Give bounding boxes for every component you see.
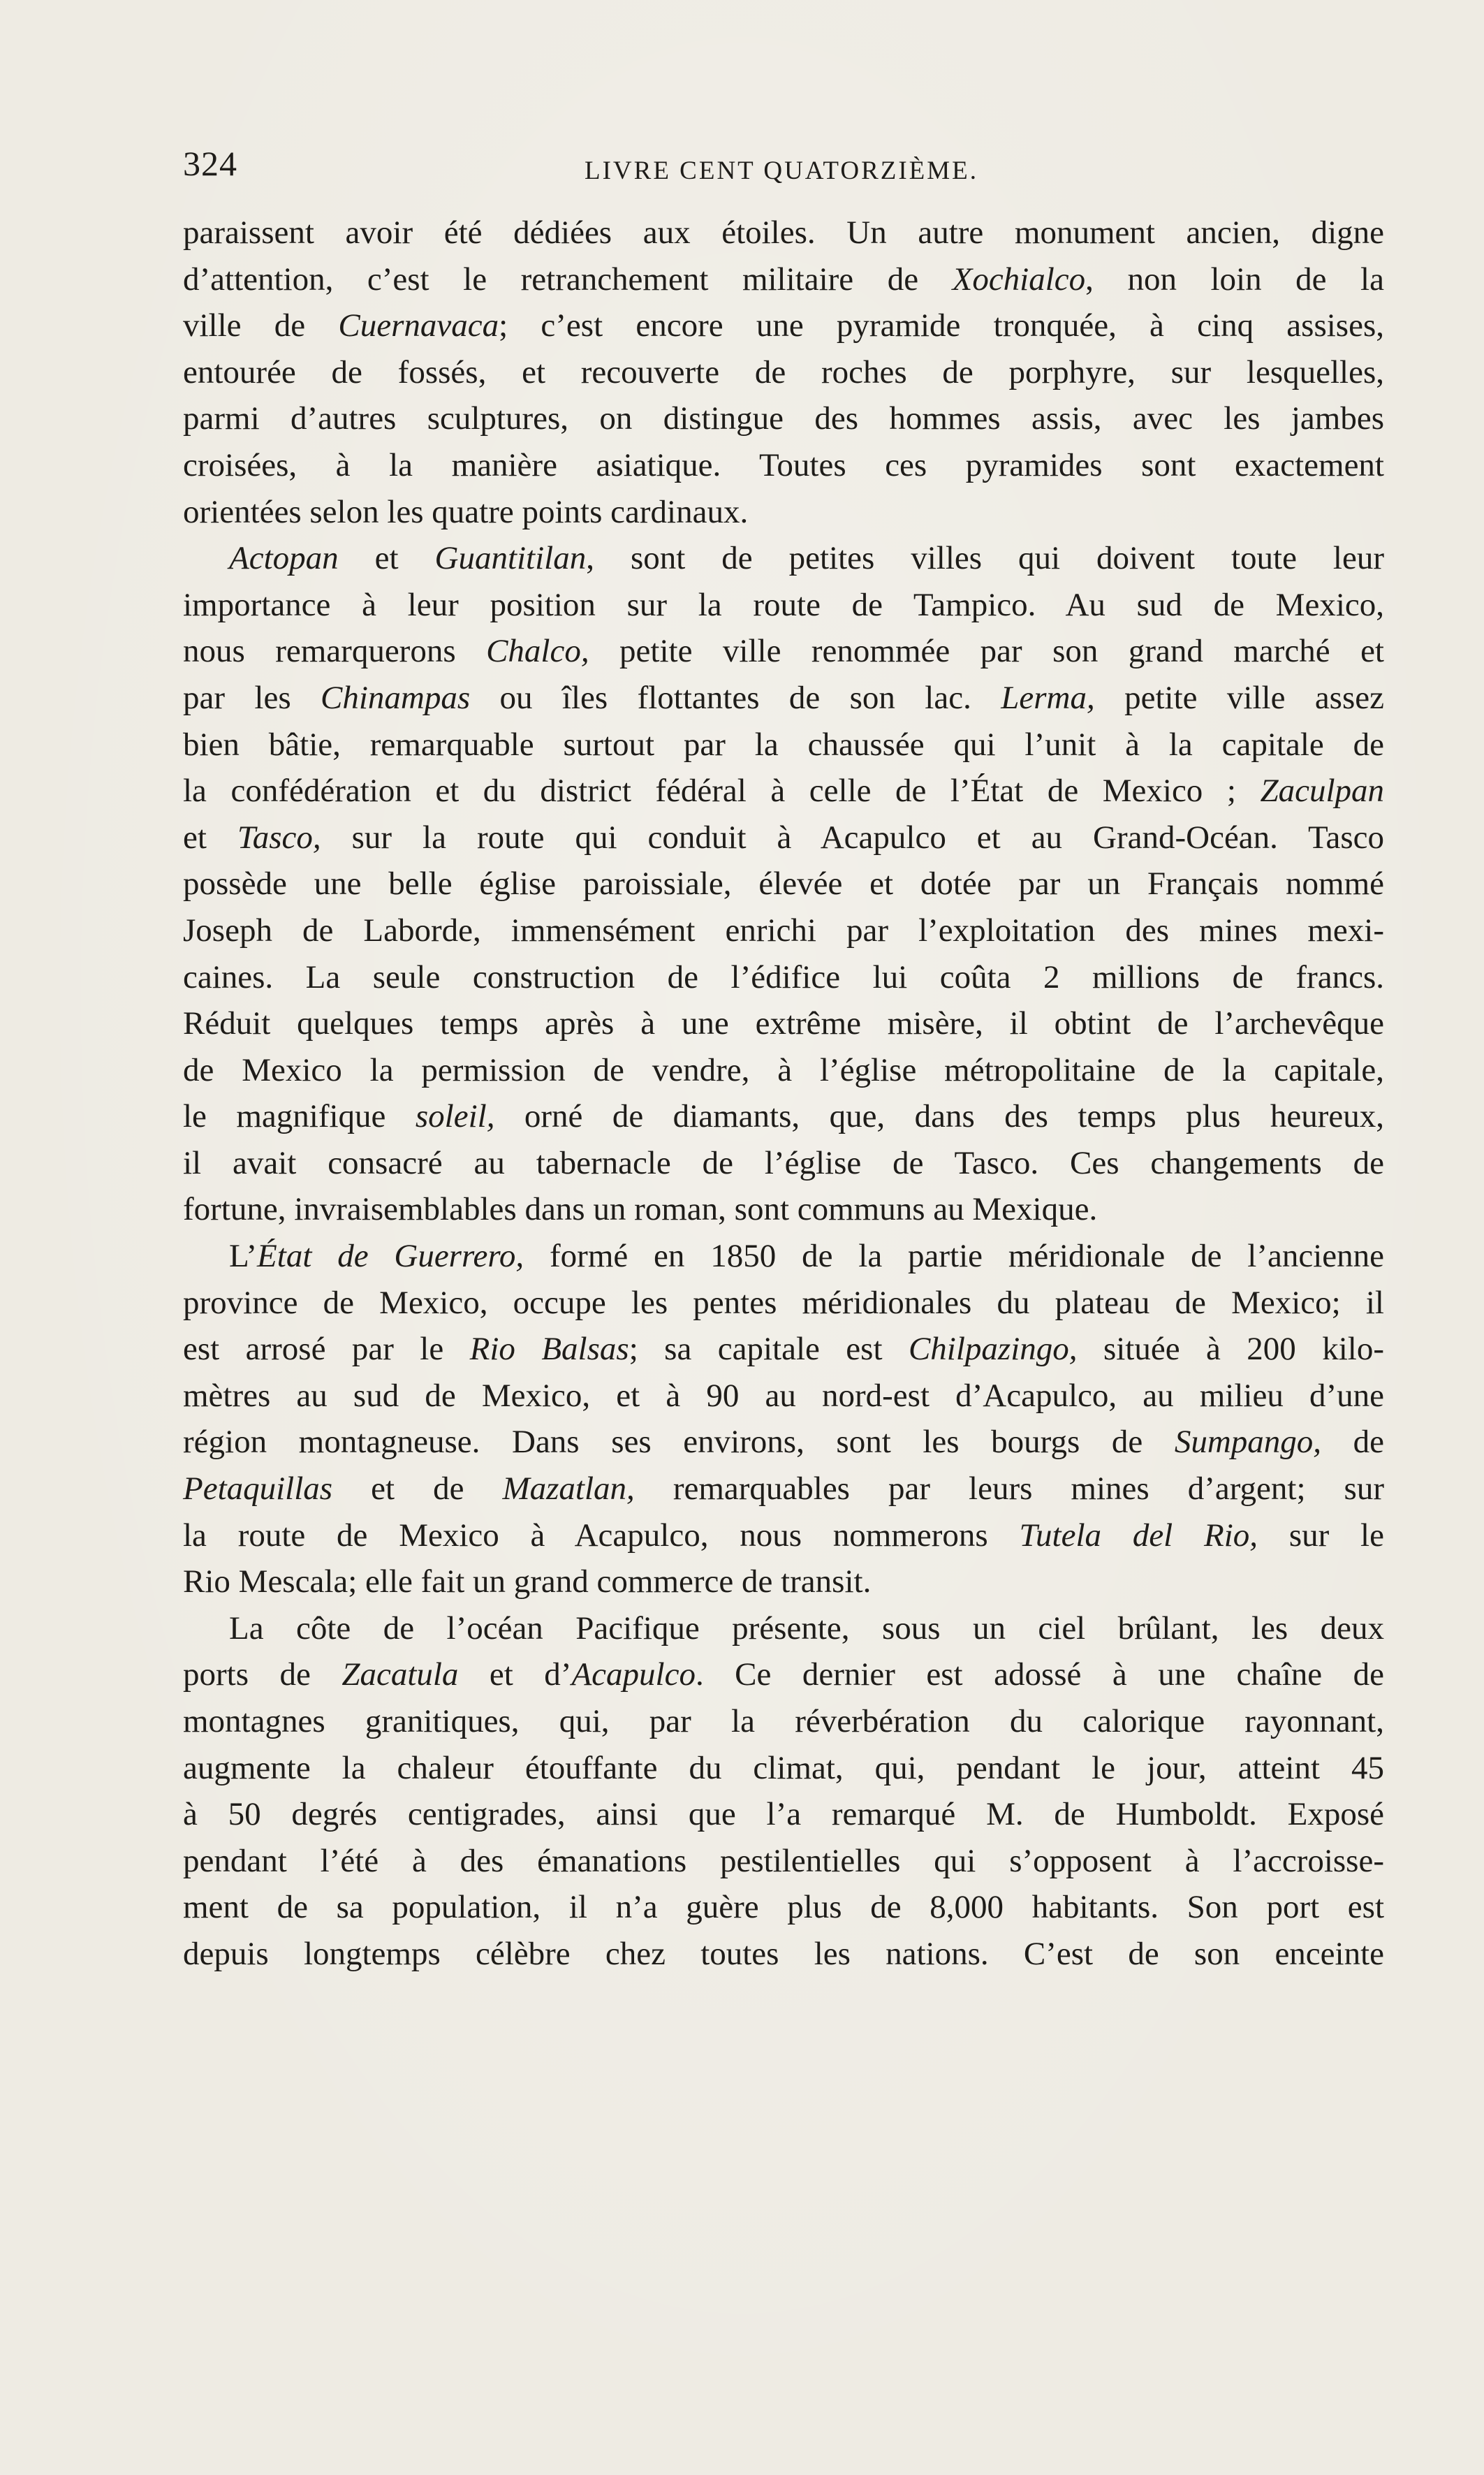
text-run: petite ville renommée par son grand marché et (589, 633, 1384, 670)
text-line (183, 210, 1384, 256)
italic-text: Rio Balsas (469, 1331, 629, 1368)
text-line (183, 535, 1384, 582)
italic-text: soleil, (415, 1098, 495, 1135)
text-run: et (183, 819, 237, 856)
text-line (183, 628, 1384, 675)
text-run: bien bâtie, remarquable surtout par la chaussée qui l’unit à la capitale de (183, 726, 1384, 763)
italic-text: Chinampas (321, 679, 471, 716)
running-title: LIVRE CENT QUATORZIÈME. (585, 156, 979, 185)
text-line (183, 302, 1384, 349)
text-run: augmente la chaleur étouffante du climat, qui, pendant le jour, atteint 45 (183, 1749, 1384, 1786)
text-line (183, 1093, 1384, 1140)
text-line (183, 1186, 1384, 1233)
text-line (183, 1512, 1384, 1559)
text-line (183, 1466, 1384, 1512)
italic-text: Acapulco (571, 1656, 696, 1693)
text-line (183, 1745, 1384, 1792)
text-run: la confédération et du district fédéral à celle de l’État de Mexico ; (183, 773, 1261, 810)
italic-text: Petaquillas (183, 1470, 333, 1507)
text-line (183, 1280, 1384, 1327)
italic-text: Tutela del Rio, (1019, 1517, 1258, 1554)
text-line (183, 1047, 1384, 1094)
italic-text: Zacatula (341, 1656, 459, 1693)
italic-text: Mazatlan, (502, 1470, 635, 1507)
italic-text: Chalco, (486, 633, 589, 670)
text-line (183, 1605, 1384, 1652)
italic-text: Sumpango, (1174, 1424, 1322, 1461)
text-run: ports de (183, 1656, 342, 1693)
text-line (183, 1884, 1384, 1931)
text-run: possède une belle église paroissiale, élevée et dotée par un Français nommé (183, 866, 1384, 903)
text-line (183, 1000, 1384, 1047)
text-line (183, 954, 1384, 1001)
italic-text: Cuernavaca (338, 307, 499, 344)
text-line (183, 815, 1384, 861)
text-run: est arrosé par le (183, 1331, 470, 1368)
text-run: à 50 degrés centigrades, ainsi que l’a remarqué M. de Humboldt. Exposé (183, 1796, 1384, 1833)
text-line (183, 722, 1384, 768)
italic-text: Chilpazingo, (908, 1331, 1078, 1368)
text-run: remarquables par leurs mines d’argent; sur (634, 1470, 1384, 1507)
text-run: orné de diamants, que, dans des temps plus heureux, (494, 1098, 1384, 1135)
text-line (183, 1698, 1384, 1745)
text-run: et d’ (458, 1656, 572, 1693)
italic-text: Actopan (229, 540, 339, 577)
italic-text: Lerma, (1001, 679, 1095, 716)
text-run: orientées selon les quatre points cardinaux. (183, 493, 749, 530)
text-run: entourée de fossés, et recouverte de roches de porphyre, sur lesquelles, (183, 353, 1384, 390)
text-line (183, 1651, 1384, 1698)
text-run: paraissent avoir été dédiées aux étoiles. Un autre monument ancien, digne (183, 214, 1384, 251)
text-run: il avait consacré au tabernacle de l’église de Tasco. Ces changements de (183, 1144, 1384, 1181)
text-run: ; sa capitale est (629, 1331, 909, 1368)
text-run: le magnifique (183, 1098, 416, 1135)
text-line (183, 442, 1384, 489)
text-run: montagnes granitiques, qui, par la réverbération du calorique rayonnant, (183, 1703, 1384, 1739)
text-line (183, 1791, 1384, 1838)
text-run: mètres au sud de Mexico, et à 90 au nord-est d’Acapulco, au milieu d’une (183, 1377, 1384, 1414)
text-line (183, 395, 1384, 442)
italic-text: Guantitilan (434, 540, 587, 577)
text-run: formé en 1850 de la partie méridionale de l’ancienne (524, 1238, 1385, 1275)
text-run: , sont de petites villes qui doivent toute leur (586, 540, 1385, 577)
text-line (183, 349, 1384, 396)
text-run: et (338, 540, 435, 577)
text-run: Réduit quelques temps après à une extrême misère, il obtint de l’archevêque (183, 1005, 1384, 1042)
text-line (183, 1233, 1384, 1280)
text-line (183, 861, 1384, 907)
text-line (183, 1373, 1384, 1419)
text-line (183, 489, 1384, 536)
text-line (183, 1931, 1384, 1978)
text-run: ou îles flottantes de son lac. (470, 679, 1001, 716)
text-line (183, 1419, 1384, 1466)
text-run: . Ce dernier est adossé à une chaîne de (695, 1656, 1384, 1693)
text-run: de (1321, 1424, 1384, 1461)
body-text (183, 210, 1384, 1978)
text-run: pendant l’été à des émanations pestilentielles qui s’opposent à l’accroisse- (183, 1842, 1384, 1879)
text-run: la route de Mexico à Acapulco, nous nommerons (183, 1517, 1020, 1554)
text-line (183, 1838, 1384, 1885)
text-line (183, 1326, 1384, 1373)
text-run: et de (332, 1470, 503, 1507)
text-line (183, 582, 1384, 629)
text-run: sur le (1258, 1517, 1384, 1554)
text-run: Rio Mescala; elle fait un grand commerce de transit. (183, 1563, 872, 1600)
text-run: région montagneuse. Dans ses environs, sont les bourgs de (183, 1424, 1175, 1461)
page-number: 324 (183, 144, 237, 183)
text-run: nous remarquerons (183, 633, 487, 670)
text-run: fortune, invraisemblables dans un roman, sont communs au Mexique. (183, 1191, 1098, 1228)
text-line (183, 1558, 1384, 1605)
text-run: caines. La seule construction de l’édifice lui coûta 2 millions de francs. (183, 958, 1384, 995)
running-head (183, 143, 1384, 192)
text-line (183, 1140, 1384, 1187)
text-run: La côte de l’océan Pacifique présente, sous un ciel brûlant, les deux (229, 1609, 1384, 1647)
text-run: ; c’est encore une pyramide tronquée, à cinq assises, (499, 307, 1384, 344)
text-line (183, 675, 1384, 722)
text-line (183, 907, 1384, 954)
text-run: de Mexico la permission de vendre, à l’église métropolitaine de la capitale, (183, 1051, 1384, 1088)
text-run: ville de (183, 307, 339, 344)
text-run: petite ville assez (1094, 679, 1384, 716)
text-run: ment de sa population, il n’a guère plus de 8,000 habitants. Son port est (183, 1889, 1384, 1926)
text-run: sur la route qui conduit à Acapulco et au Grand-Océan. Tasco (321, 819, 1384, 856)
text-run: d’attention, c’est le retranchement militaire de (183, 261, 953, 298)
text-run: croisées, à la manière asiatique. Toutes ces pyramides sont exactement (183, 446, 1384, 483)
italic-text: Xochialco (952, 261, 1086, 298)
text-run: parmi d’autres sculptures, on distingue des hommes assis, avec les jambes (183, 400, 1384, 437)
text-run: L’ (229, 1238, 258, 1275)
text-run: par les (183, 679, 321, 716)
italic-text: Zaculpan (1260, 773, 1384, 810)
text-run: depuis longtemps célèbre chez toutes les nations. C’est de son enceinte (183, 1935, 1384, 1972)
italic-text: État de Guerrero, (257, 1238, 524, 1275)
text-run: Joseph de Laborde, immensément enrichi par l’exploitation des mines mexi- (183, 912, 1384, 949)
text-run: importance à leur position sur la route de Tampico. Au sud de Mexico, (183, 586, 1384, 623)
text-line (183, 256, 1384, 303)
text-run: , non loin de la (1085, 261, 1384, 298)
text-run: située à 200 kilo- (1077, 1331, 1384, 1368)
italic-text: Tasco, (237, 819, 321, 856)
text-line (183, 768, 1384, 815)
text-run: province de Mexico, occupe les pentes méridionales du plateau de Mexico; il (183, 1284, 1384, 1321)
